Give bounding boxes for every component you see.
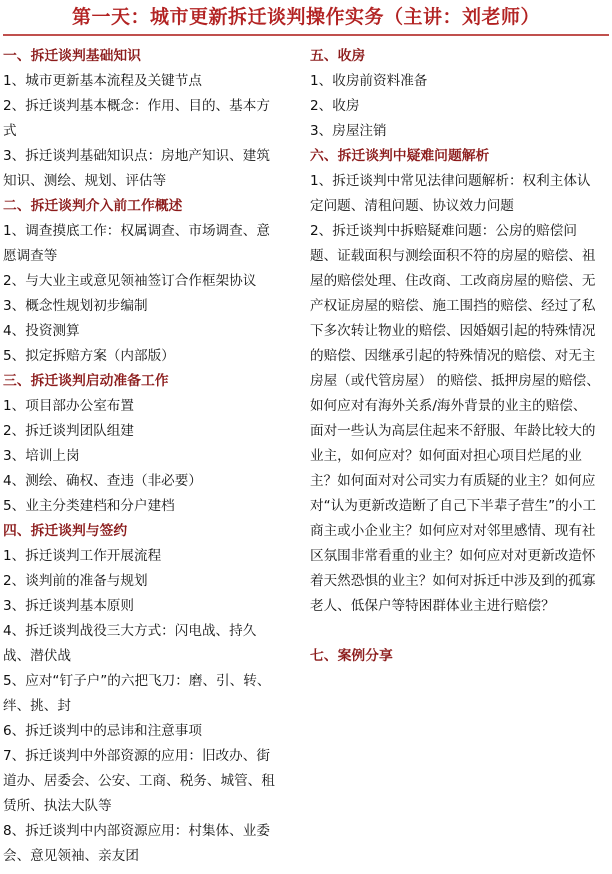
right-column — [310, 44, 600, 669]
section-7 — [310, 644, 600, 669]
list-item: 1、收房前资料准备 — [310, 73, 428, 89]
list-item: 7、拆迁谈判中外部资源的应用：旧改办、街道办、居委会、公安、工商、税务、城管、租赁所、执法大队等 — [3, 748, 275, 814]
section-heading: 六、拆迁谈判中疑难问题解析 — [310, 148, 490, 164]
list-item: 3、拆迁谈判基本原则 — [3, 598, 134, 614]
list-item: 2、拆迁谈判团队组建 — [3, 423, 134, 439]
list-item: 5、拟定拆赔方案（内部版） — [3, 348, 175, 364]
section-heading: 一、拆迁谈判基础知识 — [3, 48, 141, 64]
title-divider — [3, 34, 609, 36]
list-item: 6、拆迁谈判中的忌讳和注意事项 — [3, 723, 202, 739]
list-item: 5、业主分类建档和分户建档 — [3, 498, 175, 514]
list-item: 1、拆迁谈判工作开展流程 — [3, 548, 162, 564]
section-heading: 三、拆迁谈判启动准备工作 — [3, 373, 169, 389]
list-item: 1、项目部办公室布置 — [3, 398, 134, 414]
list-item: 1、调查摸底工作：权属调查、市场调查、意愿调查等 — [3, 223, 270, 264]
section-1 — [3, 44, 281, 194]
section-heading: 五、收房 — [310, 48, 366, 64]
list-item: 4、投资测算 — [3, 323, 80, 339]
list-item: 1、拆迁谈判中常见法律问题解析：权利主体认定问题、清租问题、协议效力问题 — [310, 173, 591, 214]
list-item: 4、拆迁谈判战役三大方式：闪电战、持久战、潜伏战 — [3, 623, 257, 664]
list-item: 2、与大业主或意见领袖签订合作框架协议 — [3, 273, 257, 289]
section-6 — [310, 144, 600, 619]
list-item: 2、收房 — [310, 98, 360, 114]
section-3 — [3, 369, 281, 519]
list-item: 3、房屋注销 — [310, 123, 387, 139]
list-item: 5、应对“钉子户”的六把飞刀：磨、引、转、绊、挑、封 — [3, 673, 271, 714]
list-item: 2、拆迁谈判基本概念：作用、目的、基本方式 — [3, 98, 270, 139]
section-heading: 二、拆迁谈判介入前工作概述 — [3, 198, 183, 214]
section-heading: 七、案例分享 — [310, 648, 393, 664]
list-item: 3、概念性规划初步编制 — [3, 298, 148, 314]
list-item: 3、培训上岗 — [3, 448, 80, 464]
list-item: 3、拆迁谈判基础知识点：房地产知识、建筑知识、测绘、规划、评估等 — [3, 148, 270, 189]
list-item: 8、拆迁谈判中内部资源应用：村集体、业委会、意见领袖、亲友团 — [3, 823, 270, 864]
list-item: 2、谈判前的准备与规划 — [3, 573, 148, 589]
section-4 — [3, 519, 281, 869]
list-item: 1、城市更新基本流程及关键节点 — [3, 73, 202, 89]
left-column — [3, 44, 281, 869]
page-title: 第一天：城市更新拆迁谈判操作实务（主讲：刘老师） — [71, 6, 540, 28]
section-heading: 四、拆迁谈判与签约 — [3, 523, 128, 539]
section-5 — [310, 44, 600, 144]
section-2 — [3, 194, 281, 369]
spacer — [310, 619, 600, 644]
list-item: 2、拆迁谈判中拆赔疑难问题：公房的赔偿问题、证载面积与测绘面积不符的房屋的赔偿、祖屋的赔偿处理、住改商、工改商房屋的赔偿、无产权证房屋的赔偿、施工围挡的赔偿、经过了私下多次转让物业的赔偿、因婚姻引起的特殊情况的赔偿、因继承引起的特殊情况的赔偿、对无主房屋（或代管房屋） 的赔偿、抵押房屋的赔偿、如何应对有海外关系/海外背景的业主的赔偿、面对一些认为高层住起来不舒服、年龄比较大的业主，如何应对？如何面对担心项目烂尾的业主？如何面对对公司实力有质疑的业主？如何应对“认为更新改造断了自己下半辈子营生”的小工商主或小企业主？如何应对对邻里感情、现有社区氛围非常看重的业主？如何应对对更新改造怀着天然恐惧的业主？如何对拆迁中涉及到的孤寡老人、低保户等特困群体业主进行赔偿？ — [310, 223, 600, 614]
list-item: 4、测绘、确权、查违（非必要） — [3, 473, 202, 489]
